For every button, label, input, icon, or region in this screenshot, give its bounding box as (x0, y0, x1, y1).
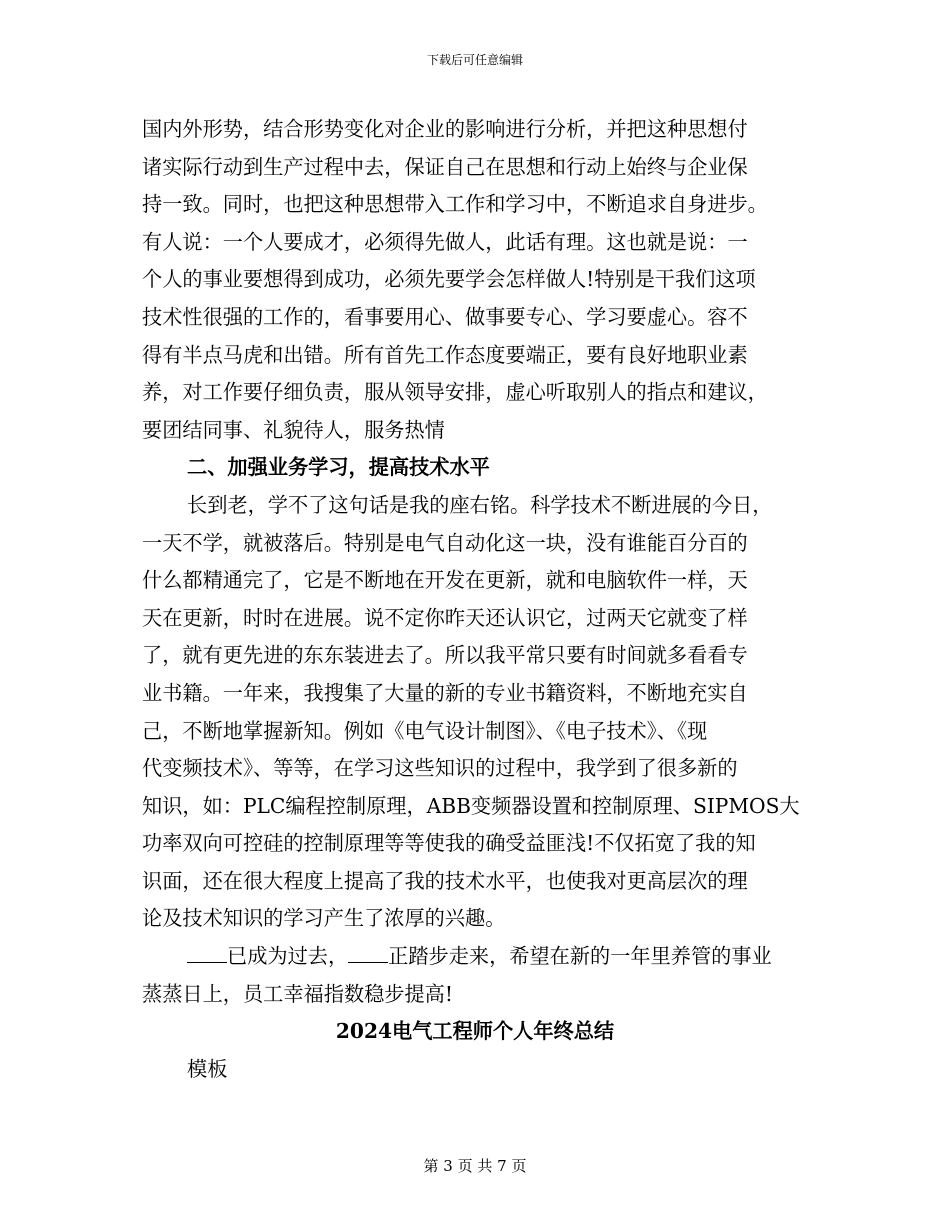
text-line: 国内外形势，结合形势变化对企业的影响进行分析，并把这种思想付 (142, 117, 748, 141)
document-subtitle: 模板 (187, 1056, 228, 1081)
text-line: 代变频技术》、等等，在学习这些知识的过程中，我学到了很多新的 (142, 756, 738, 781)
text-line: 蒸蒸日上，员工幸福指数稳步提高! (142, 981, 453, 1006)
text-line: 个人的事业要想得到成功，必须先要学会怎样做人!特别是干我们这项 (142, 267, 756, 292)
text-line: 一天不学，就被落后。特别是电气自动化这一块，没有谁能百分百的 (142, 530, 748, 555)
text-line: 己，不断地掌握新知。例如《电气设计制图》、《电子技术》、《现 (142, 718, 708, 743)
text-line: 识面，还在很大程度上提高了我的技术水平，也使我对更高层次的理 (142, 868, 748, 893)
page-footer: 第 3 页 共 7 页 (423, 1157, 527, 1175)
text-line: 业书籍。一年来，我搜集了大量的新的专业书籍资料，不断地充实自 (142, 680, 748, 705)
text-line: 天在更新，时时在进展。说不定你昨天还认识它，过两天它就变了样 (142, 605, 748, 630)
page-header: 下载后可任意编辑 (426, 53, 523, 67)
text-line: 诸实际行动到生产过程中去，保证自己在思想和行动上始终与企业保 (142, 154, 748, 179)
text-line: 长到老，学不了这句话是我的座右铭。科学技术不断进展的今日， (187, 492, 773, 517)
section-heading: 二、加强业务学习，提高技术水平 (187, 455, 490, 480)
text-line: 了，就有更先进的东东装进去了。所以我平常只要有时间就多看看专 (142, 643, 748, 668)
text-line: 得有半点马虎和出错。所有首先工作态度要端正，要有良好地职业素 (142, 342, 748, 367)
document-body (142, 111, 808, 1088)
text-line: 养，对工作要仔细负责，服从领导安排，虚心听取别人的指点和建议， (142, 380, 768, 405)
text-line: 有人说：一个人要成才，必须得先做人，此话有理。这也就是说：一 (142, 229, 748, 254)
text-line: 什么都精通完了，它是不断地在开发在更新，就和电脑软件一样，天 (142, 568, 748, 593)
text-line: 功率双向可控硅的控制原理等等使我的确受益匪浅!不仅拓宽了我的知 (142, 831, 756, 856)
text-fragment: 正踏步走来，希望在新的一年里养管的事业 (388, 944, 772, 969)
text-fragment: 已成为过去， (227, 944, 349, 969)
text-line: 技术性很强的工作的，看事要用心、做事要专心、学习要虚心。容不 (142, 304, 748, 329)
text-line: 知识，如：PLC编程控制原理，ABB变频器设置和控制原理、SIPMOS大 (142, 793, 800, 818)
blank-underline (348, 940, 388, 963)
text-line: 要团结同事、礼貌待人，服务热情 (142, 417, 445, 442)
text-line: 持一致。同时，也把这种思想带入工作和学习中，不断追求自身进步。 (142, 192, 768, 217)
blank-underline (187, 940, 227, 963)
document-title: 2024电气工程师个人年终总结 (335, 1019, 615, 1044)
text-line: 论及技术知识的学习产生了浓厚的兴趣。 (142, 906, 506, 931)
text-line (142, 938, 808, 976)
